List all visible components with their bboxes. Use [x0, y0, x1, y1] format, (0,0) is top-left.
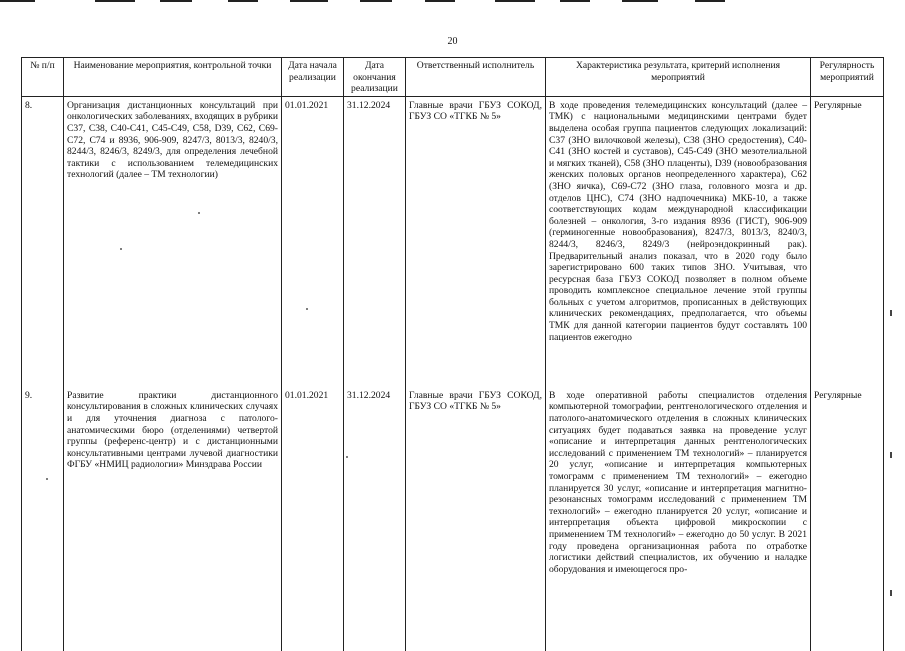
- row-result: В ходе проведения телемедицинских консультаций (далее – ТМК) с национальными медицинскими центрами будет выделена особая группа пациентов следующих локализаций: С37 (ЗНО вилочковой железы), С38 (ЗНО средостения), С40-С41 (ЗНО костей и суставов), С45-С49 (ЗНО мезотелиальной и мягких тканей), С58 (ЗНО плаценты), D39 (новообразования женских половых органов неопределенного характера), С62 (ЗНО яичка), С69-С72 (ЗНО глаза, головного мозга и др. отделов ЦНС), С74 (ЗНО надпочечника) МКБ-10, а также соответствующих кодам международной классификации болезней – онкология, 3-го издания 8936 (ГИСТ), 906-909 (герминогенные новообразования), 8247/3, 8013/3, 8240/3, 8244/3, 8246/3, 8249/3 (нейроэндокринный рак). Предварительный анализ показал, что в 2020 году было зарегистрировано 600 таких типов ЗНО. Учитывая, что ресурсная база ГБУЗ СОКОД позволяет в полном объеме проводить комплексное специальное лечение этой группы больных с учетом алгоритмов, прописанных в действующих клинических рекомендациях, предполагается, что объемы ТМК для данной категории пациентов будут составлять 100 пациентов ежегодно: [546, 96, 811, 381]
- scan-speck: [46, 478, 48, 480]
- row-name: Организация дистанционных консультаций при онкологических заболеваниях, входящих в рубрики С37, С38, С40-С41, С45-С49, С58, D39, С62, С69-С72, С74 и 8936, 906-909, 8247/3, 8013/3, 8240/3, 8244/3, 8246/3, 8249/3, для определения лечебной тактики с использованием телемедицинских технологий (далее – ТМ технологии): [64, 96, 282, 381]
- row-number: 8.: [22, 96, 64, 381]
- header-end-date: Дата окончания реализации: [344, 58, 406, 97]
- header-regularity: Регулярность мероприятий: [811, 58, 884, 97]
- scan-speck: [306, 308, 308, 310]
- row-executor: Главные врачи ГБУЗ СОКОД, ГБУЗ СО «ТГКБ № 5»: [406, 96, 546, 381]
- row-name: Развитие практики дистанционного консультирования в сложных клинических случаях и для уточнения диагноза с патолого-анатомическими бюро (отделениями) четвертой группы (референс-центр) и с дистанционными консультативными центрами лучевой диагностики ФГБУ «НМИЦ радиологии» Минздрава России: [64, 389, 282, 651]
- table-row: [22, 389, 884, 651]
- scan-speck: [346, 456, 348, 458]
- edge-mark: [890, 310, 892, 316]
- activities-table: [21, 57, 884, 651]
- row-regularity: Регулярные: [811, 96, 884, 381]
- header-number: № п/п: [22, 58, 64, 97]
- top-scan-marks: [0, 0, 905, 4]
- row-end-date: 31.12.2024: [344, 389, 406, 651]
- edge-mark: [890, 590, 892, 596]
- header-name: Наименование мероприятия, контрольной точки: [64, 58, 282, 97]
- row-start-date: 01.01.2021: [282, 389, 344, 651]
- row-result: В ходе оперативной работы специалистов отделения компьютерной томографии, рентгенологического отделения и патолого-анатомического отделения в сложных клинических ситуациях будет подаваться заявка на проведение услуг «описание и интерпретация данных рентгенологических исследований с применением ТМ технологий» – планируется 20 услуг, «описание и интерпретация компьютерных томограмм с применением ТМ технологий» – ежегодно планируется 30 услуг, «описание и интерпретация магнитно-резонансных томограмм исследований с применением ТМ технологий» – ежегодно планируется 20 услуг, «описание и интерпретация объекта цифровой микроскопии с применением ТМ технологий» – ежегодно до 50 услуг. В 2021 году проведена организационная работа по отработке логистики действий специалистов, их обучению и наладке оборудования и имеющегося про-: [546, 389, 811, 651]
- row-spacer: [22, 381, 884, 389]
- row-executor: Главные врачи ГБУЗ СОКОД, ГБУЗ СО «ТГКБ № 5»: [406, 389, 546, 651]
- header-start-date: Дата начала реализации: [282, 58, 344, 97]
- page-number: 20: [447, 36, 458, 47]
- header-executor: Ответственный исполнитель: [406, 58, 546, 97]
- header-result: Характеристика результата, критерий исполнения мероприятий: [546, 58, 811, 97]
- table-row: [22, 96, 884, 381]
- table-header-row: [22, 58, 884, 97]
- scan-speck: [120, 248, 122, 250]
- row-start-date: 01.01.2021: [282, 96, 344, 381]
- row-regularity: Регулярные: [811, 389, 884, 651]
- edge-mark: [890, 452, 892, 458]
- row-number: 9.: [22, 389, 64, 651]
- scan-speck: [198, 212, 200, 214]
- row-end-date: 31.12.2024: [344, 96, 406, 381]
